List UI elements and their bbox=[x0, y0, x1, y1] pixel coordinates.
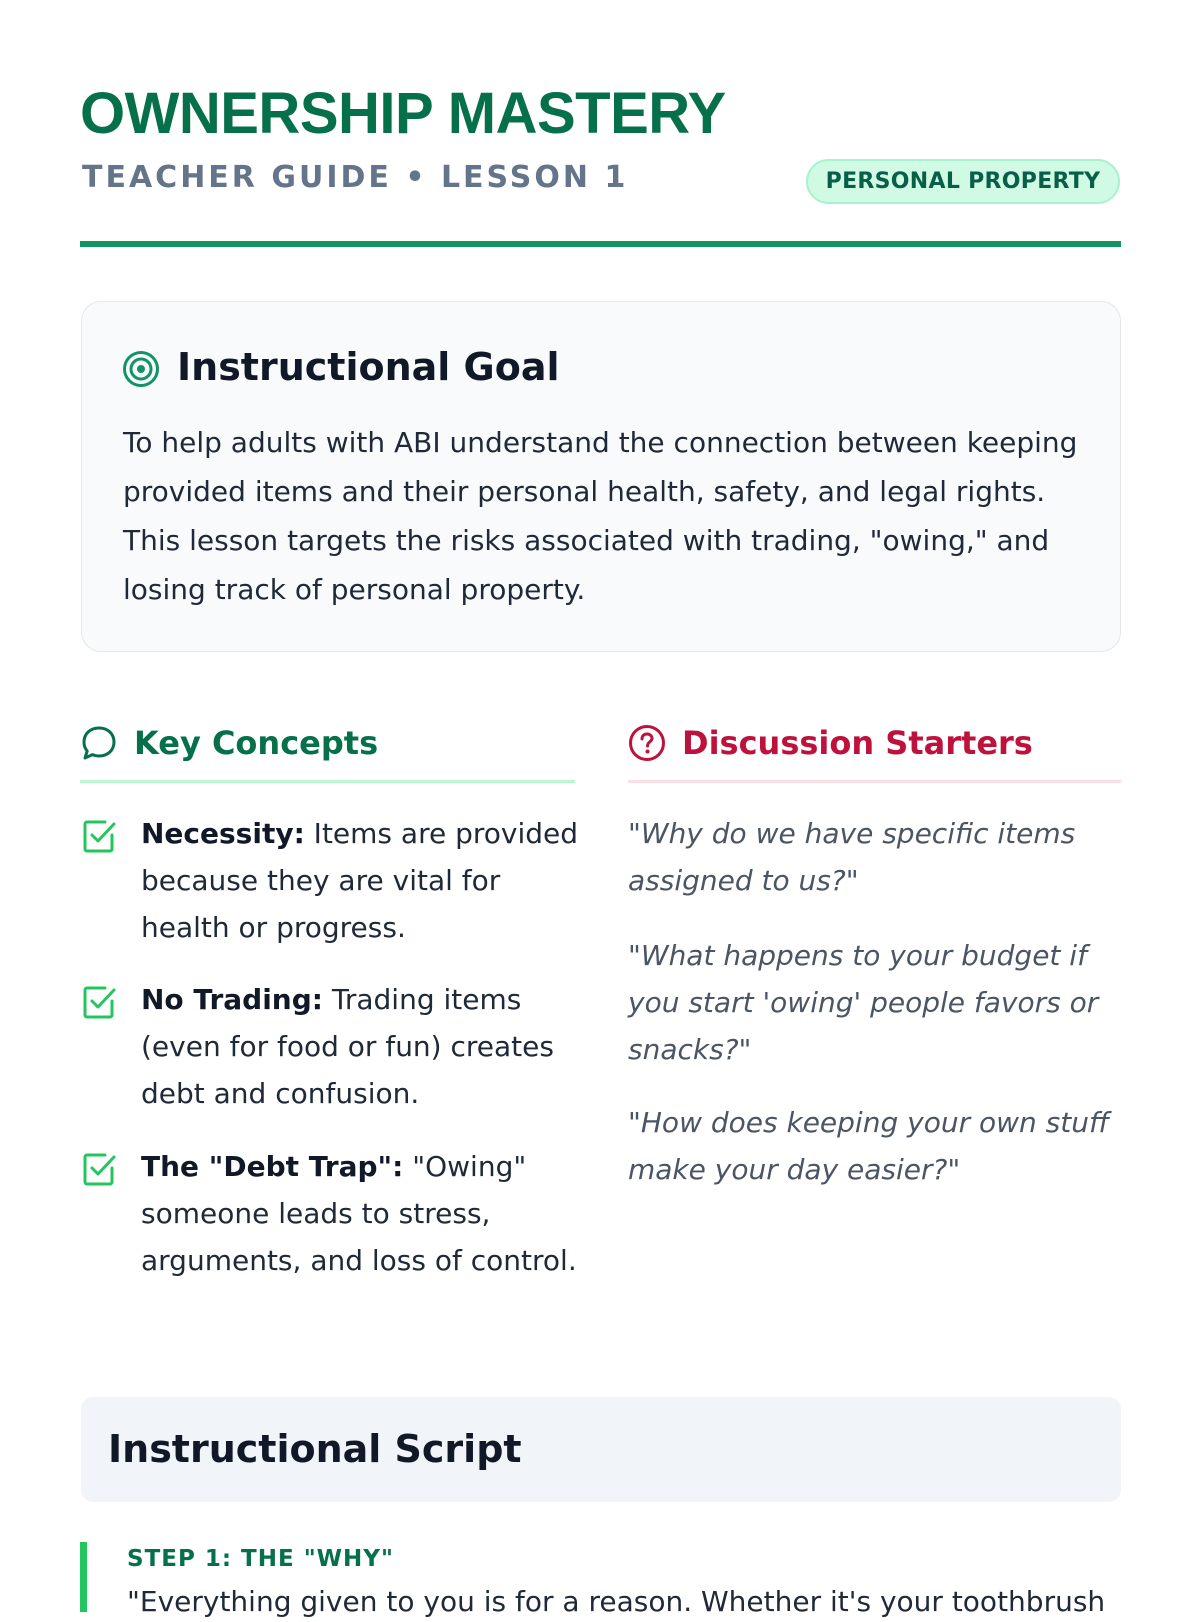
step-label: STEP 1: THE "WHY" bbox=[127, 1546, 394, 1572]
chat-bubble-icon bbox=[80, 724, 118, 762]
discussion-starters-heading bbox=[628, 718, 1033, 768]
discussion-question: "Why do we have specific items assigned to us?" bbox=[628, 817, 1076, 897]
question-circle-icon bbox=[628, 724, 666, 762]
discussion-question: "How does keeping your own stuff make your day easier?" bbox=[628, 1106, 1110, 1186]
instructional-goal-card bbox=[81, 301, 1121, 652]
discussion-starters-title: Discussion Starters bbox=[682, 724, 1033, 762]
checkbox-checked-icon bbox=[82, 1151, 118, 1187]
concept-text: Trading items (even for food or fun) creates debt and confusion. bbox=[141, 983, 554, 1110]
topic-badge: PERSONAL PROPERTY bbox=[806, 159, 1120, 204]
key-concepts-divider bbox=[80, 780, 575, 783]
concept-label: No Trading: bbox=[141, 983, 323, 1016]
concept-label: Necessity: bbox=[141, 817, 305, 850]
header-divider bbox=[80, 241, 1121, 247]
page-title: OWNERSHIP MASTERY bbox=[80, 81, 726, 146]
target-icon bbox=[122, 350, 160, 388]
discussion-question: "What happens to your budget if you start 'owing' people favors or snacks?" bbox=[628, 939, 1099, 1066]
page-subtitle: TEACHER GUIDE • LESSON 1 bbox=[82, 160, 629, 195]
concept-text: Items are provided because they are vital for health or progress. bbox=[141, 817, 579, 944]
checkbox-checked-icon bbox=[82, 818, 118, 854]
concept-text: "Owing" someone leads to stress, arguments, and loss of control. bbox=[141, 1150, 577, 1277]
step-accent-bar bbox=[80, 1542, 87, 1612]
concept-label: The "Debt Trap": bbox=[141, 1150, 404, 1183]
script-title: Instructional Script bbox=[108, 1427, 522, 1471]
step-text: "Everything given to you is for a reason. Whether it's your toothbrush bbox=[127, 1585, 1106, 1618]
checkbox-checked-icon bbox=[82, 984, 118, 1020]
discussion-starters-divider bbox=[628, 780, 1121, 783]
goal-text: To help adults with ABI understand the connection between keeping provided items and their personal health, safety, and legal rights. This lesson targets the risks associated with trading, "owing," and losing track of personal property. bbox=[123, 426, 1078, 606]
instructional-script-header bbox=[81, 1397, 1121, 1502]
key-concepts-heading bbox=[80, 718, 378, 768]
goal-title: Instructional Goal bbox=[177, 345, 560, 389]
key-concepts-title: Key Concepts bbox=[134, 724, 379, 762]
